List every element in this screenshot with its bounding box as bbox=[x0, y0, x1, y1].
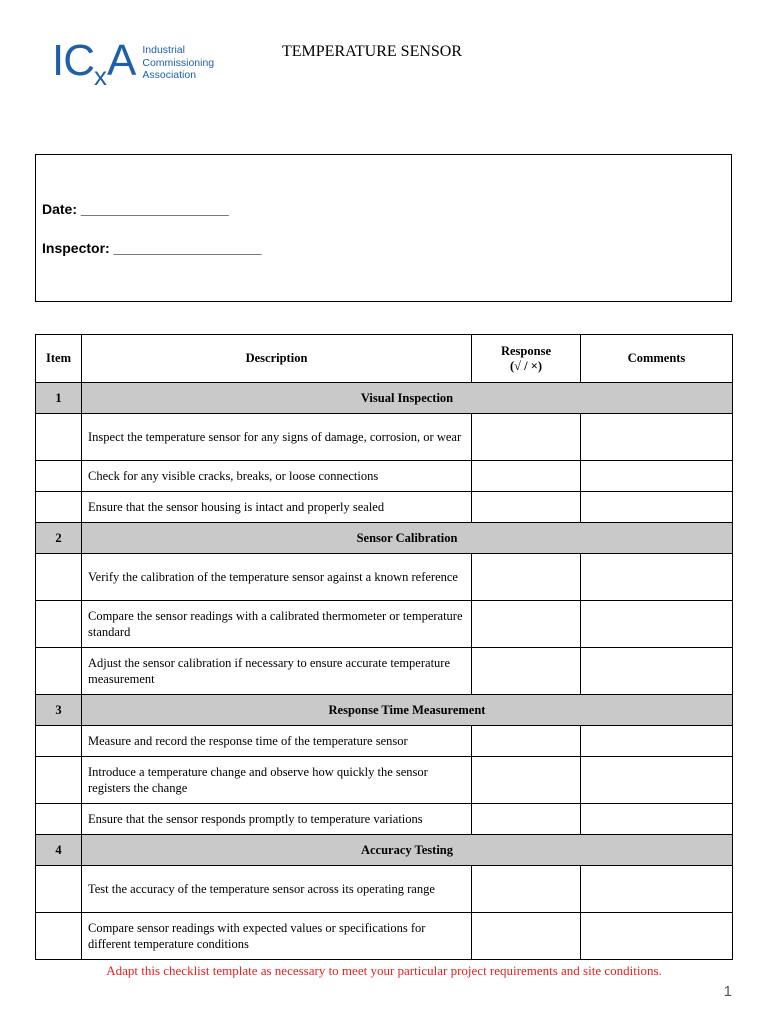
section-title: Sensor Calibration bbox=[82, 523, 733, 554]
checklist-row bbox=[36, 648, 733, 695]
response-cell[interactable] bbox=[472, 726, 581, 757]
date-field[interactable]: Date: ___________________ bbox=[42, 201, 229, 217]
section-row bbox=[36, 383, 733, 414]
response-cell[interactable] bbox=[472, 804, 581, 835]
header-response bbox=[472, 335, 581, 383]
description-cell: Adjust the sensor calibration if necessary to ensure accurate temperature measurement bbox=[82, 648, 472, 695]
checklist-row bbox=[36, 804, 733, 835]
comments-cell[interactable] bbox=[581, 414, 733, 461]
response-cell[interactable] bbox=[472, 648, 581, 695]
item-cell bbox=[36, 414, 82, 461]
comments-cell[interactable] bbox=[581, 913, 733, 960]
logo-text-line: Association bbox=[142, 69, 197, 81]
item-cell bbox=[36, 648, 82, 695]
logo-mark bbox=[52, 38, 135, 89]
description-cell: Test the accuracy of the temperature sensor across its operating range bbox=[82, 866, 472, 913]
checklist-table bbox=[35, 334, 733, 960]
header-response-legend: (√ / ×) bbox=[509, 358, 543, 373]
response-cell[interactable] bbox=[472, 866, 581, 913]
item-cell bbox=[36, 554, 82, 601]
checklist-row bbox=[36, 913, 733, 960]
response-cell[interactable] bbox=[472, 492, 581, 523]
section-row bbox=[36, 835, 733, 866]
section-title: Visual Inspection bbox=[82, 383, 733, 414]
logo-text-line: Industrial bbox=[142, 44, 185, 56]
comments-cell[interactable] bbox=[581, 866, 733, 913]
header-item: Item bbox=[36, 335, 82, 383]
logo-mark-end: A bbox=[107, 36, 136, 85]
item-cell bbox=[36, 913, 82, 960]
icxa-logo bbox=[52, 38, 214, 90]
checklist-row bbox=[36, 601, 733, 648]
header-response-label: Response bbox=[500, 343, 551, 358]
response-cell[interactable] bbox=[472, 414, 581, 461]
logo-mark-sub: x bbox=[94, 61, 107, 91]
description-cell: Compare the sensor readings with a calibrated thermometer or temperature standard bbox=[82, 601, 472, 648]
section-title: Response Time Measurement bbox=[82, 695, 733, 726]
section-number: 1 bbox=[36, 383, 82, 414]
description-cell: Check for any visible cracks, breaks, or loose connections bbox=[82, 461, 472, 492]
item-cell bbox=[36, 461, 82, 492]
description-cell: Compare sensor readings with expected values or specifications for different temperature conditions bbox=[82, 913, 472, 960]
item-cell bbox=[36, 726, 82, 757]
checklist-row bbox=[36, 461, 733, 492]
comments-cell[interactable] bbox=[581, 648, 733, 695]
footer-note: Adapt this checklist template as necessary to meet your particular project requirements and site conditions. bbox=[106, 963, 662, 978]
description-cell: Ensure that the sensor housing is intact and properly sealed bbox=[82, 492, 472, 523]
description-cell: Introduce a temperature change and observe how quickly the sensor registers the change bbox=[82, 757, 472, 804]
item-cell bbox=[36, 866, 82, 913]
comments-cell[interactable] bbox=[581, 726, 733, 757]
response-cell[interactable] bbox=[472, 913, 581, 960]
comments-cell[interactable] bbox=[581, 461, 733, 492]
comments-cell[interactable] bbox=[581, 601, 733, 648]
section-number: 2 bbox=[36, 523, 82, 554]
response-cell[interactable] bbox=[472, 554, 581, 601]
item-cell bbox=[36, 492, 82, 523]
section-number: 3 bbox=[36, 695, 82, 726]
inspector-field[interactable]: Inspector: ___________________ bbox=[42, 240, 262, 256]
description-cell: Measure and record the response time of the temperature sensor bbox=[82, 726, 472, 757]
checklist-row bbox=[36, 866, 733, 913]
section-title: Accuracy Testing bbox=[82, 835, 733, 866]
comments-cell[interactable] bbox=[581, 757, 733, 804]
section-row bbox=[36, 523, 733, 554]
description-cell: Ensure that the sensor responds promptly to temperature variations bbox=[82, 804, 472, 835]
document-title: TEMPERATURE SENSOR bbox=[282, 43, 463, 60]
checklist-row bbox=[36, 492, 733, 523]
checklist-row bbox=[36, 726, 733, 757]
comments-cell[interactable] bbox=[581, 804, 733, 835]
item-cell bbox=[36, 601, 82, 648]
checklist-row bbox=[36, 757, 733, 804]
page-number: 1 bbox=[723, 983, 732, 1000]
comments-cell[interactable] bbox=[581, 492, 733, 523]
logo-mark-main: IC bbox=[52, 36, 94, 85]
logo-text-line: Commissioning bbox=[142, 56, 215, 69]
description-cell: Inspect the temperature sensor for any signs of damage, corrosion, or wear bbox=[82, 414, 472, 461]
item-cell bbox=[36, 757, 82, 804]
response-cell[interactable] bbox=[472, 601, 581, 648]
section-row bbox=[36, 695, 733, 726]
checklist-row bbox=[36, 554, 733, 601]
section-number: 4 bbox=[36, 835, 82, 866]
table-header-row bbox=[36, 335, 733, 383]
comments-cell[interactable] bbox=[581, 554, 733, 601]
checklist-row bbox=[36, 414, 733, 461]
inspection-info-box bbox=[35, 154, 732, 302]
header-comments: Comments bbox=[581, 335, 733, 383]
description-cell: Verify the calibration of the temperature sensor against a known reference bbox=[82, 554, 472, 601]
logo-text bbox=[142, 44, 214, 82]
header-description: Description bbox=[82, 335, 472, 383]
item-cell bbox=[36, 804, 82, 835]
response-cell[interactable] bbox=[472, 461, 581, 492]
response-cell[interactable] bbox=[472, 757, 581, 804]
